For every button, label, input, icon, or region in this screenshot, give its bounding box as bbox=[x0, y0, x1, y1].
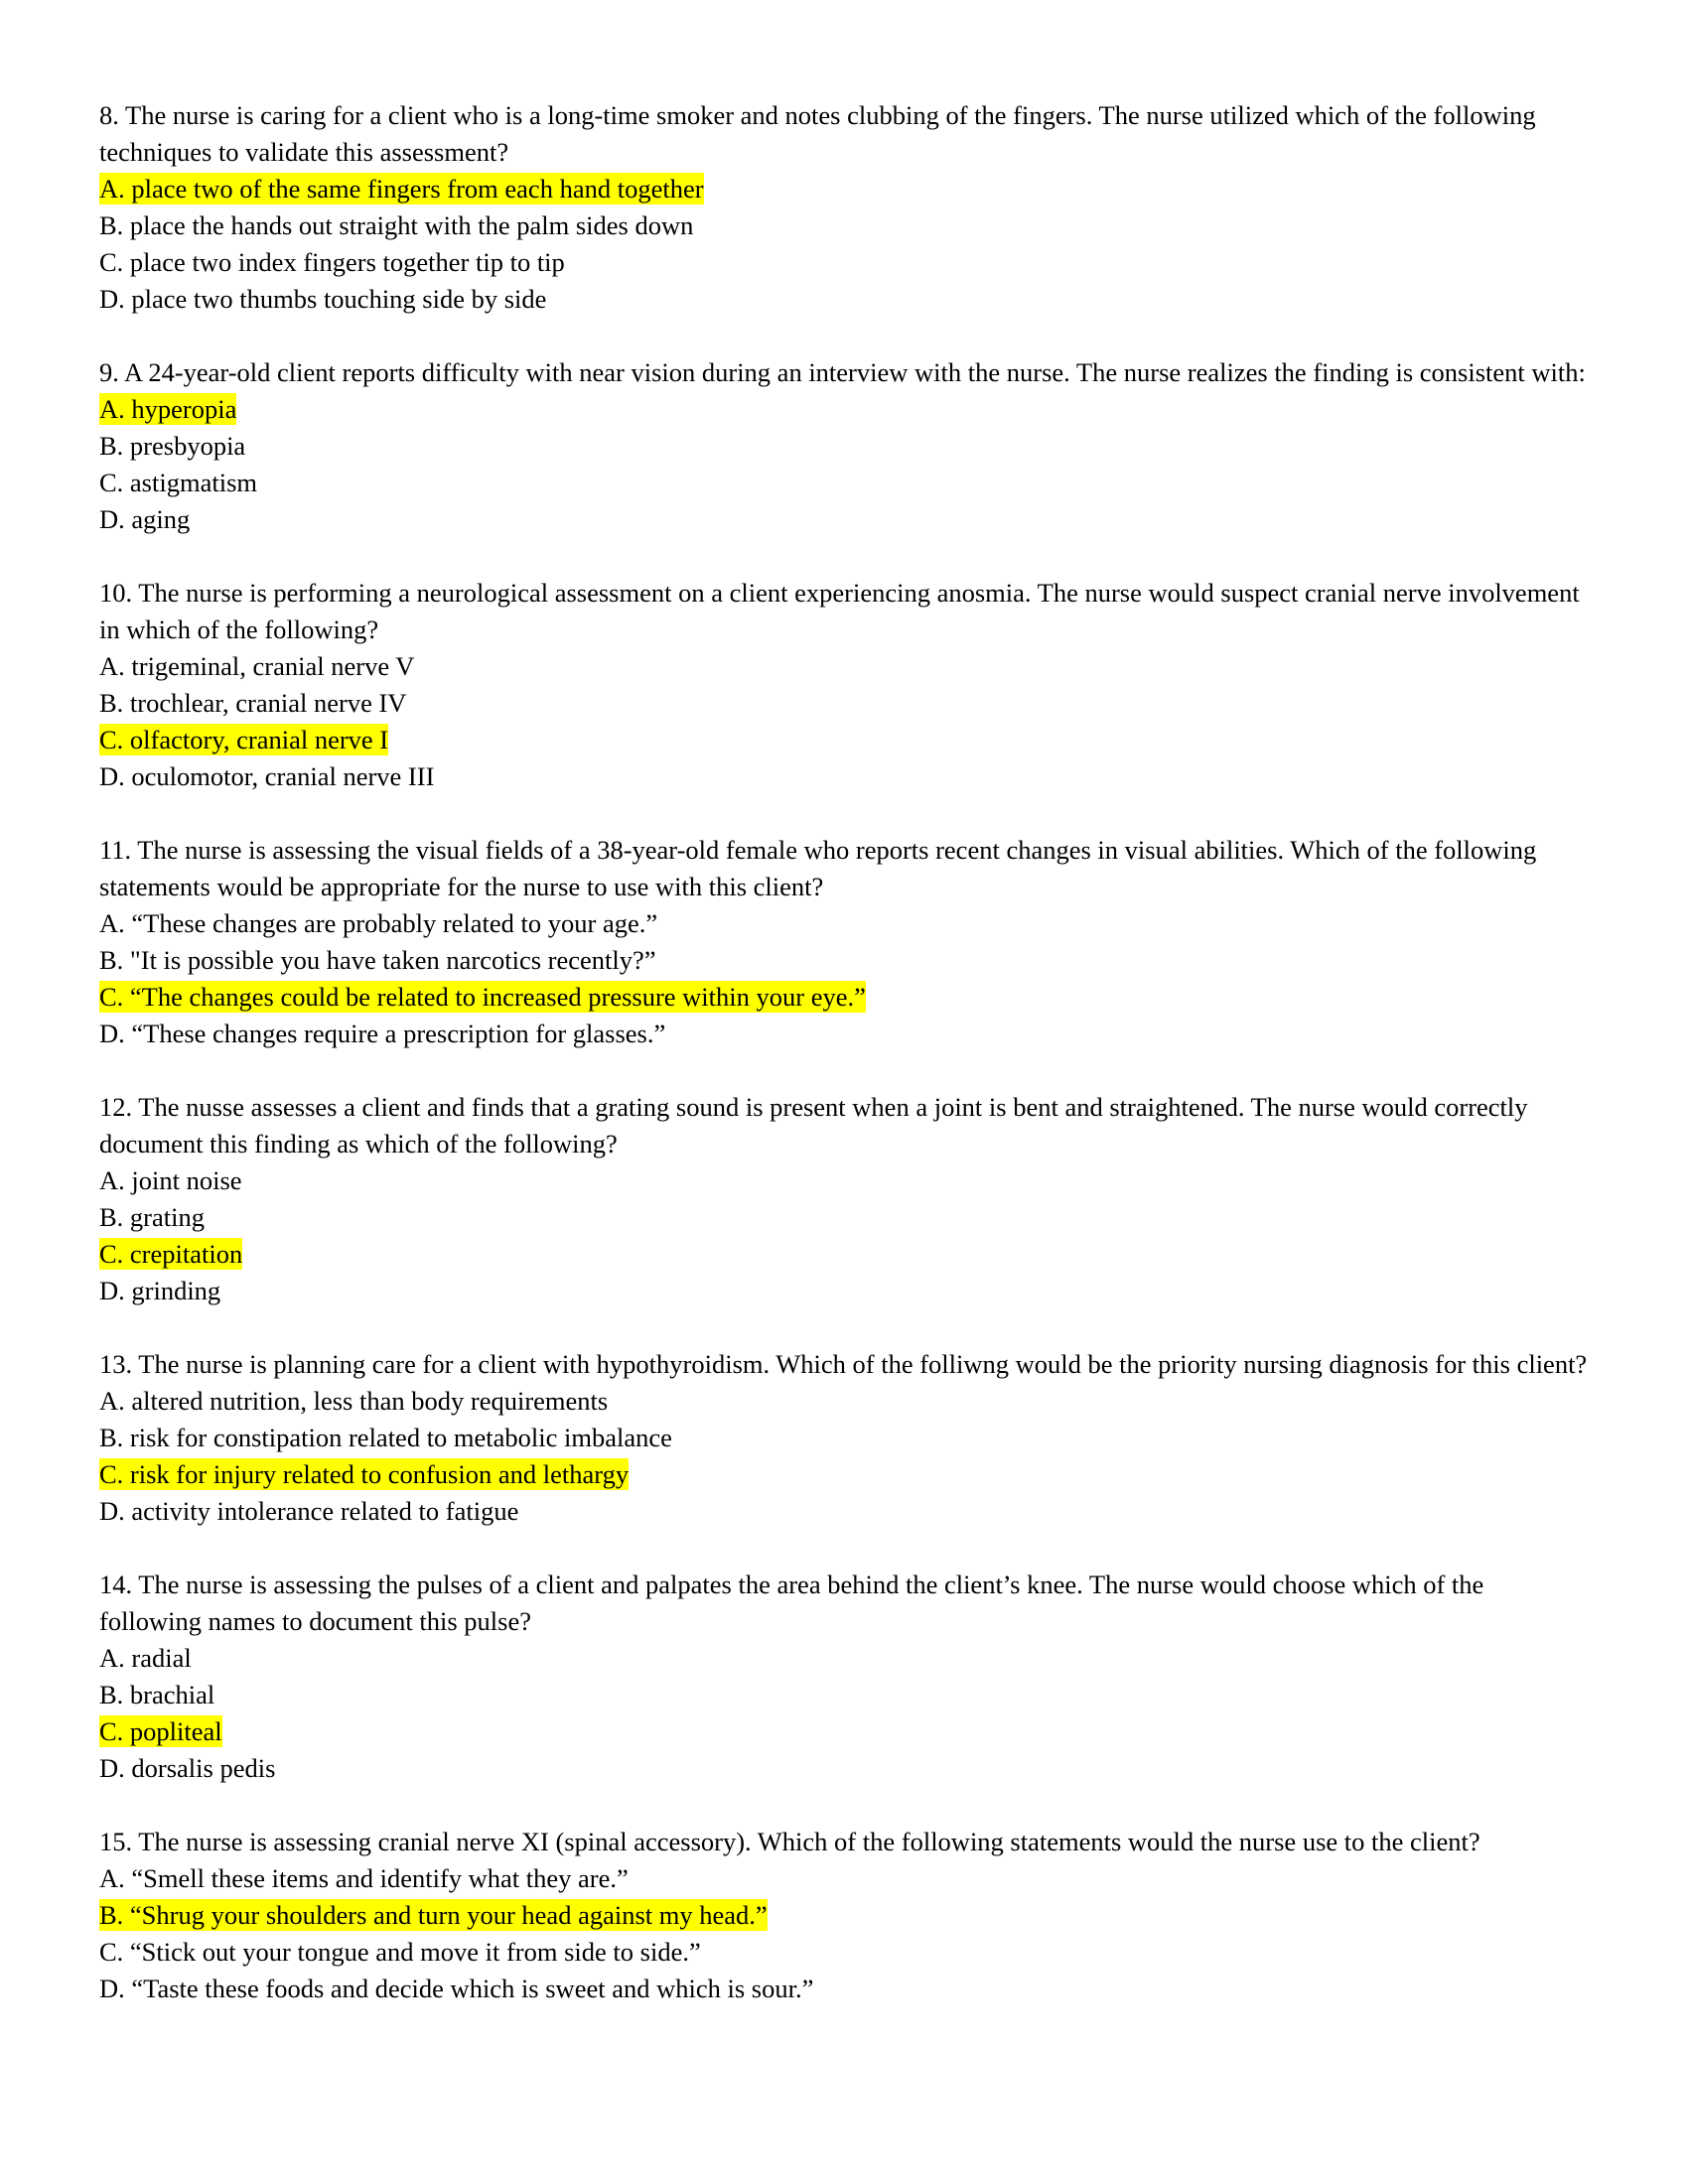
answer-option bbox=[99, 685, 1589, 722]
answer-option bbox=[99, 428, 1589, 465]
answer-option-highlighted bbox=[99, 979, 1589, 1016]
answer-option-label: A. radial bbox=[99, 1643, 192, 1673]
answer-option bbox=[99, 1934, 1589, 1971]
answer-option-label: D. “Taste these foods and decide which is sweet and which is sour.” bbox=[99, 1974, 814, 2003]
answer-option-label: B. presbyopia bbox=[99, 431, 246, 461]
question-text: 9. A 24-year-old client reports difficulty with near vision during an interview with the nurse. The nurse realizes the finding is consistent with: bbox=[99, 357, 1586, 387]
answer-option-label: D. “These changes require a prescription for glasses.” bbox=[99, 1019, 666, 1048]
question-block bbox=[99, 575, 1589, 795]
question-text: 13. The nurse is planning care for a client with hypothyroidism. Which of the folliwng would be the priority nursing diagnosis for this client? bbox=[99, 1349, 1588, 1379]
answer-option bbox=[99, 1677, 1589, 1713]
answer-option bbox=[99, 207, 1589, 244]
answer-option-label: B. "It is possible you have taken narcotics recently?” bbox=[99, 945, 656, 975]
answer-option-label: D. activity intolerance related to fatigue bbox=[99, 1496, 519, 1526]
question-text: 8. The nurse is caring for a client who is a long-time smoker and notes clubbing of the fingers. The nurse utilized which of the following techniques to validate this assessment? bbox=[99, 100, 1536, 167]
answer-option-label: A. trigeminal, cranial nerve V bbox=[99, 651, 415, 681]
question-text: 14. The nurse is assessing the pulses of a client and palpates the area behind the client’s knee. The nurse would choose which of the following names to document this pulse? bbox=[99, 1570, 1484, 1636]
answer-option-label: C. place two index fingers together tip to tip bbox=[99, 247, 565, 277]
answer-option bbox=[99, 1971, 1589, 2007]
answer-option-highlighted bbox=[99, 722, 1589, 758]
question-block bbox=[99, 832, 1589, 1052]
answer-option bbox=[99, 1420, 1589, 1456]
answer-option-label: B. trochlear, cranial nerve IV bbox=[99, 688, 407, 718]
answer-option bbox=[99, 501, 1589, 538]
answer-option-label: C. astigmatism bbox=[99, 468, 257, 497]
question-block bbox=[99, 97, 1589, 318]
question-block bbox=[99, 354, 1589, 538]
answer-option-label: C. “Stick out your tongue and move it from side to side.” bbox=[99, 1937, 701, 1967]
answer-option bbox=[99, 1199, 1589, 1236]
answer-option bbox=[99, 1750, 1589, 1787]
document-page bbox=[99, 97, 1589, 2044]
answer-option-label: B. risk for constipation related to metabolic imbalance bbox=[99, 1423, 672, 1452]
answer-option bbox=[99, 942, 1589, 979]
answer-option-label: A. place two of the same fingers from each hand together bbox=[99, 174, 704, 204]
answer-option-label: C. crepitation bbox=[99, 1239, 243, 1269]
answer-option-label: D. aging bbox=[99, 504, 191, 534]
answer-option-label: B. brachial bbox=[99, 1680, 215, 1709]
question-text: 10. The nurse is performing a neurological assessment on a client experiencing anosmia. The nurse would suspect cranial nerve involvement in which of the following? bbox=[99, 578, 1580, 644]
answer-option bbox=[99, 905, 1589, 942]
answer-option bbox=[99, 244, 1589, 281]
answer-option-label: D. oculomotor, cranial nerve III bbox=[99, 761, 435, 791]
answer-option-label: C. popliteal bbox=[99, 1716, 222, 1746]
question-text: 12. The nusse assesses a client and finds that a grating sound is present when a joint is bent and straightened. The nurse would correctly document this finding as which of the following? bbox=[99, 1092, 1528, 1159]
answer-option-label: A. joint noise bbox=[99, 1165, 242, 1195]
answer-option-label: D. dorsalis pedis bbox=[99, 1753, 276, 1783]
answer-option-label: B. grating bbox=[99, 1202, 205, 1232]
answer-option bbox=[99, 465, 1589, 501]
answer-option-label: C. olfactory, cranial nerve I bbox=[99, 725, 389, 754]
answer-option bbox=[99, 1383, 1589, 1420]
answer-option bbox=[99, 758, 1589, 795]
question-block bbox=[99, 1567, 1589, 1787]
answer-option-label: A. hyperopia bbox=[99, 394, 237, 424]
answer-option-label: C. “The changes could be related to increased pressure within your eye.” bbox=[99, 982, 866, 1012]
answer-option bbox=[99, 1640, 1589, 1677]
question-block bbox=[99, 1346, 1589, 1530]
question-text: 11. The nurse is assessing the visual fields of a 38-year-old female who reports recent changes in visual abilities. Which of the following statements would be appropriate for the nurse to use with this client? bbox=[99, 835, 1537, 901]
answer-option-label: A. “Smell these items and identify what they are.” bbox=[99, 1863, 629, 1893]
answer-option-label: B. place the hands out straight with the palm sides down bbox=[99, 210, 694, 240]
answer-option-highlighted bbox=[99, 171, 1589, 207]
answer-option-label: A. “These changes are probably related to your age.” bbox=[99, 908, 658, 938]
answer-option-highlighted bbox=[99, 1897, 1589, 1934]
answer-option-highlighted bbox=[99, 391, 1589, 428]
answer-option bbox=[99, 1162, 1589, 1199]
answer-option bbox=[99, 1273, 1589, 1309]
answer-option-label: A. altered nutrition, less than body requirements bbox=[99, 1386, 609, 1416]
answer-option-highlighted bbox=[99, 1456, 1589, 1493]
question-block bbox=[99, 1089, 1589, 1309]
answer-option-label: C. risk for injury related to confusion and lethargy bbox=[99, 1459, 630, 1489]
answer-option bbox=[99, 281, 1589, 318]
answer-option-label: D. place two thumbs touching side by side bbox=[99, 284, 547, 314]
answer-option bbox=[99, 1016, 1589, 1052]
answer-option-label: B. “Shrug your shoulders and turn your head against my head.” bbox=[99, 1900, 768, 1930]
question-text: 15. The nurse is assessing cranial nerve XI (spinal accessory). Which of the following statements would the nurse use to the client? bbox=[99, 1827, 1480, 1856]
answer-option bbox=[99, 648, 1589, 685]
answer-option-highlighted bbox=[99, 1713, 1589, 1750]
answer-option bbox=[99, 1860, 1589, 1897]
question-block bbox=[99, 1824, 1589, 2007]
answer-option-highlighted bbox=[99, 1236, 1589, 1273]
answer-option bbox=[99, 1493, 1589, 1530]
answer-option-label: D. grinding bbox=[99, 1276, 221, 1305]
